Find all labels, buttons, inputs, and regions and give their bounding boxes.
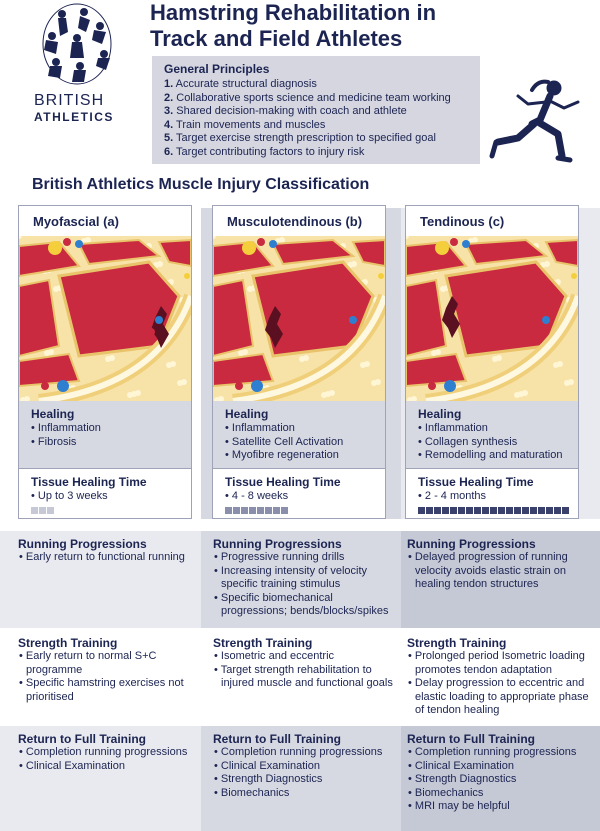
healing-section: Healing • Inflammation • Satellite Cell Activation • Myofibre regeneration [213,401,385,469]
healing-item: • Myofibre regeneration [225,449,339,462]
classification-title: British Athletics Muscle Injury Classification [32,176,370,193]
row-cell: Strength Training • Early return to normal S+C programme • Specific hamstring exercises not prioritised [0,630,201,726]
strength-training-row [0,630,600,726]
list-item: • Delay progression to eccentric and elastic loading to appropriate phase of tendon healing [408,677,589,717]
row-cell: Strength Training • Prolonged period Isometric loading promotes tendon adaptation • Delay progression to eccentric and elastic loading to appropriate phase of tendon healing [401,630,600,726]
healing-time-segment [434,507,441,514]
list-item: • Biomechanics [214,786,290,799]
healing-time-segment [458,507,465,514]
principle-item: 6. Target contributing factors to injury risk [164,145,365,158]
healing-item: • Inflammation [31,422,101,434]
row-cell: Return to Full Training • Completion running progressions • Clinical Examination • Strength Diagnostics • Biomechanics [201,726,401,831]
list-item: • Clinical Examination [19,759,125,772]
runner-illustration-icon [488,74,588,172]
card-title: Myofascial (a) [33,214,119,229]
healing-section: Healing • Inflammation • Fibrosis [19,401,191,469]
classification-card-musculotendinous [212,205,386,519]
running-progressions-row [0,531,600,628]
principle-item: 4. Train movements and muscles [164,118,326,131]
list-item: • Strength Diagnostics [214,773,323,786]
general-principles-box [152,56,480,164]
athletes-crest-icon [22,2,132,92]
list-item: • Progressive running drills [214,551,345,563]
healing-time-segment [47,507,54,514]
healing-time-value: • 2 - 4 months [418,490,487,502]
card-title: Musculotendinous (b) [227,214,363,229]
healing-time-section: Tissue Healing Time • 2 - 4 months [406,468,578,518]
list-item: • Completion running progressions [19,746,188,758]
healing-time-segment [257,507,264,514]
muscle-cross-section-illustration [406,236,578,401]
logo-text-british: BRITISH [34,92,105,109]
principle-item: 5. Target exercise strength prescription to specified goal [164,132,436,145]
list-item: • Early return to functional running [19,551,185,563]
healing-time-segment [538,507,545,514]
classification-card-tendinous [405,205,579,519]
healing-time-segment [225,507,232,514]
list-item: • Prolonged period Isometric loading promotes tendon adaptation [408,650,585,676]
healing-item: • Inflammation [418,422,488,434]
healing-time-section: Tissue Healing Time • Up to 3 weeks [19,468,191,518]
principle-item: 2. Collaborative sports science and medicine team working [164,91,451,104]
list-item: • Clinical Examination [214,759,320,772]
list-item: • Isometric and eccentric [214,650,335,662]
healing-time-value: • Up to 3 weeks [31,490,108,502]
healing-time-segment [466,507,473,514]
list-item: • Completion running progressions [408,746,577,758]
healing-time-segment [514,507,521,514]
list-item: • Increasing intensity of velocity specific training stimulus [214,564,368,591]
list-item: • MRI may be helpful [408,800,510,813]
healing-time-segment [418,507,425,514]
healing-time-bar [418,507,569,514]
healing-time-segment [249,507,256,514]
principle-item: 3. Shared decision-making with coach and athlete [164,105,407,118]
healing-item: • Inflammation [225,422,295,434]
healing-time-segment [273,507,280,514]
list-item: • Target strength rehabilitation to injured muscle and functional goals [214,663,393,690]
principle-item: 1. Accurate structural diagnosis [164,78,317,90]
return-to-training-row [0,726,600,831]
healing-time-section: Tissue Healing Time • 4 - 8 weeks [213,468,385,518]
card-title: Tendinous (c) [420,214,505,229]
healing-time-bar [225,507,288,514]
healing-item: • Satellite Cell Activation [225,435,344,448]
muscle-cross-section-illustration [213,236,385,401]
healing-time-segment [474,507,481,514]
healing-time-segment [39,507,46,514]
healing-time-bar [31,507,54,514]
row-cell: Strength Training • Isometric and eccentric • Target strength rehabilitation to injured muscle and functional goals [201,630,401,726]
list-item: • Strength Diagnostics [408,773,517,786]
list-item: • Clinical Examination [408,759,514,772]
healing-time-segment [31,507,38,514]
list-item: • Delayed progression of running velocity avoids elastic strain on healing tendon structures [408,551,568,591]
healing-time-segment [498,507,505,514]
healing-item: • Fibrosis [31,435,77,448]
principles-heading: General Principles [164,62,270,76]
healing-time-segment [506,507,513,514]
list-item: • Biomechanics [408,786,484,799]
healing-item: • Collagen synthesis [418,435,518,448]
row-cell: Running Progressions • Progressive running drills • Increasing intensity of velocity specific training stimulus • Specific biomechanical progressions; bends/blocks/spikes [201,531,401,628]
healing-time-segment [482,507,489,514]
list-item: • Early return to normal S+C programme [19,650,157,676]
healing-time-segment [554,507,561,514]
healing-time-segment [281,507,288,514]
healing-time-segment [562,507,569,514]
healing-time-segment [233,507,240,514]
healing-section: Healing • Inflammation • Collagen synthesis • Remodelling and maturation [406,401,578,469]
healing-time-segment [530,507,537,514]
healing-item: • Remodelling and maturation [418,449,563,462]
list-item: • Specific biomechanical progressions; bends/blocks/spikes [214,591,389,618]
logo-text-athletics: ATHLETICS [34,110,114,124]
healing-time-segment [522,507,529,514]
list-item: • Specific hamstring exercises not prioritised [19,677,184,703]
healing-time-segment [265,507,272,514]
row-cell: Return to Full Training • Completion running progressions • Clinical Examination [0,726,201,831]
muscle-cross-section-illustration [19,236,191,401]
row-cell: Running Progressions • Early return to functional running [0,531,201,628]
row-cell: Running Progressions • Delayed progression of running velocity avoids elastic strain on healing tendon structures [401,531,600,628]
healing-time-segment [546,507,553,514]
page-title: Hamstring Rehabilitation in Track and Field Athletes [150,0,437,51]
classification-card-myofascial [18,205,192,519]
healing-time-segment [442,507,449,514]
row-cell: Return to Full Training • Completion running progressions • Clinical Examination • Strength Diagnostics • Biomechanics • MRI may be helpful [401,726,600,831]
healing-time-segment [490,507,497,514]
healing-time-segment [241,507,248,514]
healing-time-segment [450,507,457,514]
list-item: • Completion running progressions [214,746,383,758]
healing-time-value: • 4 - 8 weeks [225,490,289,502]
healing-time-segment [426,507,433,514]
